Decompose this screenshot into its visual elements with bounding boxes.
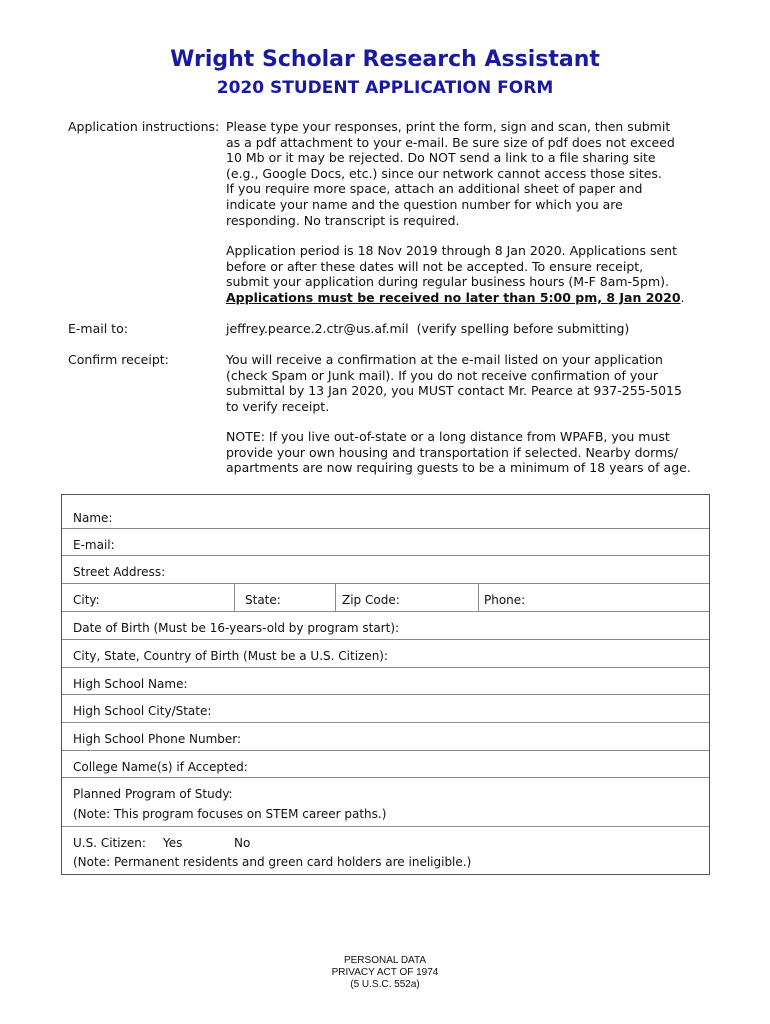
instructions-text: [226, 119, 706, 228]
housing-note-line: NOTE: If you live out-of-state or a long distance from WPAFB, you must: [226, 429, 670, 444]
email-field[interactable]: [62, 529, 709, 556]
application-period-text: [226, 243, 706, 305]
period-line: Application period is 18 Nov 2019 through 8 Jan 2020. Applications sent: [226, 243, 677, 258]
privacy-footer: [0, 955, 770, 991]
instructions-line: as a pdf attachment to your e-mail. Be sure size of pdf does not exceed: [226, 134, 675, 150]
hs-city-field[interactable]: [62, 695, 709, 723]
period-line: submit your application during regular business hours (M-F 8am-5pm).: [226, 274, 669, 290]
instructions-line: responding. No transcript is required.: [226, 212, 460, 228]
email-note: (verify spelling before submitting): [416, 321, 630, 336]
period-line: before or after these dates will not be accepted. To ensure receipt,: [226, 258, 644, 274]
birthplace-field[interactable]: [62, 640, 709, 668]
instructions-line: Please type your responses, print the form, sign and scan, then submit: [226, 119, 671, 134]
city-state-zip-phone-row: [62, 584, 709, 612]
footer-line-3: (5 U.S.C. 552a): [350, 979, 420, 990]
citizen-note: (Note: Permanent residents and green card holders are ineligible.): [73, 855, 472, 869]
deadline-period: .: [680, 289, 685, 305]
confirm-line: You will receive a confirmation at the e-mail listed on your application: [226, 352, 663, 367]
phone-field[interactable]: [479, 584, 709, 611]
instructions-line: If you require more space, attach an additional sheet of paper and: [226, 181, 643, 197]
housing-note-text: [226, 429, 706, 476]
citizen-label: U.S. Citizen:: [73, 836, 146, 850]
citizen-field: [62, 827, 709, 874]
footer-line-2: PRIVACY ACT OF 1974: [331, 967, 439, 978]
street-address-label: Street Address:: [73, 565, 166, 579]
confirm-line: submittal by 13 Jan 2020, you MUST contact Mr. Pearce at 937-255-5015: [226, 383, 682, 399]
citizen-yes-option[interactable]: Yes: [163, 836, 183, 850]
confirm-text: [226, 352, 706, 414]
form-subtitle: 2020 STUDENT APPLICATION FORM: [216, 78, 554, 98]
application-form: [61, 494, 710, 875]
college-label: College Name(s) if Accepted:: [73, 760, 248, 774]
deadline-text: Applications must be received no later than 5:00 pm, 8 Jan 2020: [226, 289, 681, 305]
hs-name-label: High School Name:: [73, 677, 188, 691]
confirm-line: (check Spam or Junk mail). If you do not receive confirmation of your: [226, 367, 659, 383]
college-field[interactable]: [62, 751, 709, 778]
hs-phone-label: High School Phone Number:: [73, 732, 242, 746]
city-label: City:: [73, 593, 100, 607]
program-note: (Note: This program focuses on STEM career paths.): [73, 807, 387, 821]
deadline-line: [226, 290, 706, 306]
street-address-field[interactable]: [62, 556, 709, 584]
dob-label: Date of Birth (Must be 16-years-old by program start):: [73, 621, 400, 635]
confirm-line: to verify receipt.: [226, 398, 330, 414]
email-address-link[interactable]: jeffrey.pearce.2.ctr@us.af.mil: [226, 321, 409, 336]
confirm-label: Confirm receipt:: [68, 352, 169, 367]
hs-name-field[interactable]: [62, 668, 709, 695]
email-field-label: E-mail:: [73, 538, 115, 552]
city-field[interactable]: [62, 584, 234, 611]
instructions-line: indicate your name and the question number for which you are: [226, 196, 623, 212]
hs-city-label: High School City/State:: [73, 704, 212, 718]
citizen-no-option[interactable]: No: [234, 836, 251, 850]
program-field[interactable]: [62, 778, 709, 827]
instructions-line: (e.g., Google Docs, etc.) since our network cannot access those sites.: [226, 165, 662, 181]
zip-label: Zip Code:: [342, 593, 400, 607]
form-title: Wright Scholar Research Assistant: [170, 47, 600, 72]
instructions-label: Application instructions:: [68, 119, 220, 134]
program-label: Planned Program of Study:: [73, 787, 233, 801]
footer-line-1: PERSONAL DATA: [343, 955, 427, 966]
hs-phone-field[interactable]: [62, 723, 709, 751]
email-text: [226, 321, 706, 337]
name-label: Name:: [73, 511, 113, 525]
dob-field[interactable]: [62, 612, 709, 640]
zip-field[interactable]: [336, 584, 478, 611]
housing-note-line: apartments are now requiring guests to be a minimum of 18 years of age.: [226, 460, 691, 476]
instructions-line: 10 Mb or it may be rejected. Do NOT send a link to a file sharing site: [226, 150, 656, 166]
phone-label: Phone:: [484, 593, 526, 607]
state-label: State:: [245, 593, 281, 607]
state-field[interactable]: [235, 584, 335, 611]
birthplace-label: City, State, Country of Birth (Must be a U.S. Citizen):: [73, 649, 389, 663]
name-field[interactable]: [62, 495, 709, 529]
email-label: E-mail to:: [68, 321, 128, 336]
housing-note-line: provide your own housing and transportation if selected. Nearby dorms/: [226, 444, 679, 460]
